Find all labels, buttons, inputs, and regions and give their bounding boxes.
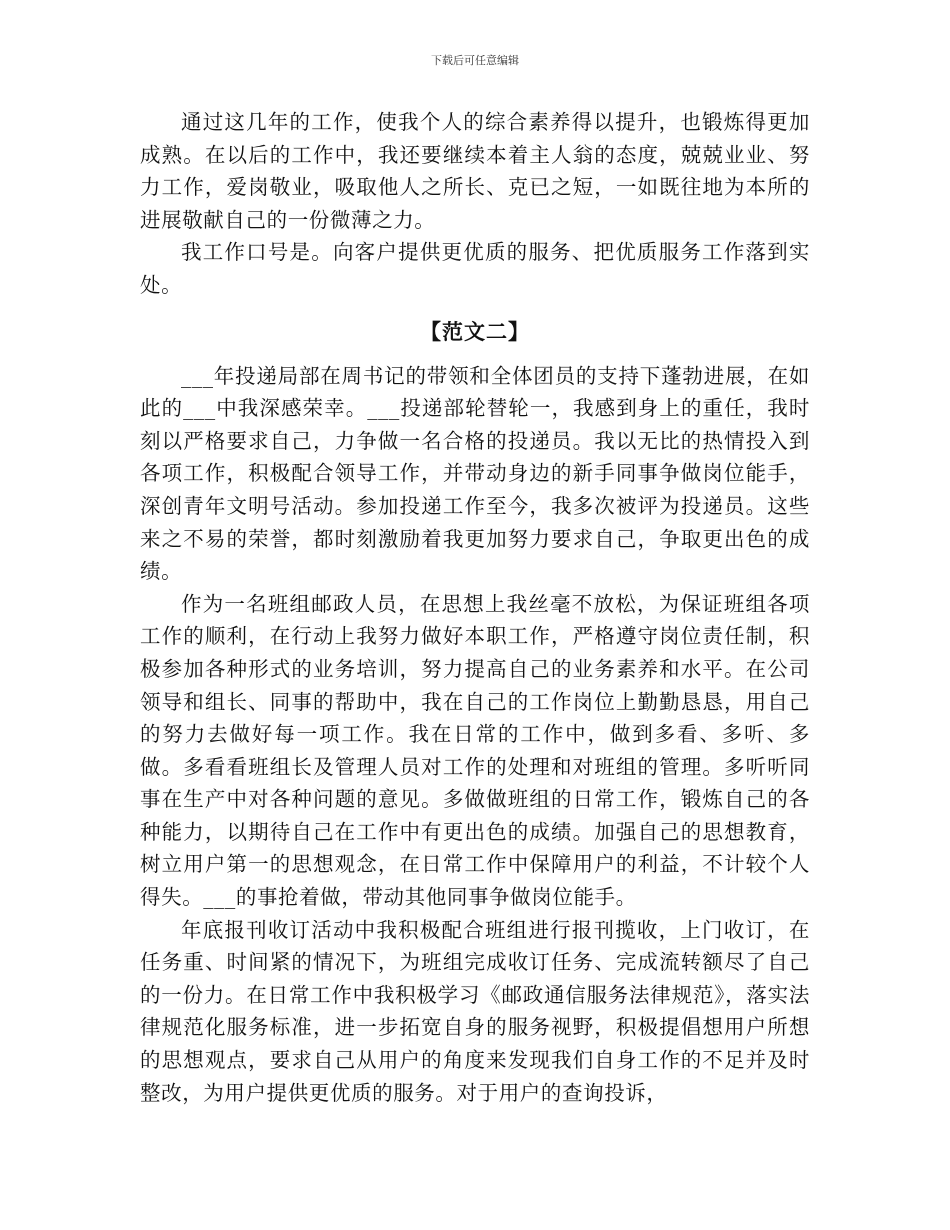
paragraph-4: 作为一名班组邮政人员，在思想上我丝毫不放松，为保证班组各项工作的顺利，在行动上我努力做好本职工作，严格遵守岗位责任制，积极参加各种形式的业务培训，努力提高自己的业务素养和水平。在公司领导和组长、同事的帮助中，我在自己的工作岗位上勤勤恳恳，用自己的努力去做好每一项工作。我在日常的工作中，做到多看、多听、多做。多看看班组长及管理人员对工作的处理和对班组的管理。多听听同事在生产中对各种问题的意见。多做做班组的日常工作，锻炼自己的各种能力，以期待自己在工作中有更出色的成绩。加强自己的思想教育，树立用户第一的思想观念，在日常工作中保障用户的利益，不计较个人得失。___的事抢着做，带动其他同事争做岗位能手。 xyxy=(140,591,810,910)
paragraph-2: 我工作口号是。向客户提供更优质的服务、把优质服务工作落到实处。 xyxy=(140,240,810,297)
document-body xyxy=(140,106,810,1109)
paragraph-1: 通过这几年的工作，使我个人的综合素养得以提升，也锻炼得更加成熟。在以后的工作中，我还要继续本着主人翁的态度，兢兢业业、努力工作，爱岗敬业，吸取他人之所长、克已之短，一如既往地为本所的进展敬献自己的一份微薄之力。 xyxy=(140,110,810,232)
paragraph-5: 年底报刊收订活动中我积极配合班组进行报刊揽收，上门收订，在任务重、时间紧的情况下，为班组完成收订任务、完成流转额尽了自己的一份力。在日常工作中我积极学习《邮政通信服务法律规范》，落实法律规范化服务标准，进一步拓宽自身的服务视野，积极提倡想用户所想的思想观点，要求自己从用户的角度来发现我们自身工作的不足并及时整改，为用户提供更优质的服务。对于用户的查询投诉， xyxy=(140,917,810,1105)
paragraph-3: ___年投递局部在周书记的带领和全体团员的支持下蓬勃进展，在如此的___中我深感荣幸。___投递部轮替轮一，我感到身上的重任，我时刻以严格要求自己，力争做一名合格的投递员。我以无比的热情投入到各项工作，积极配合领导工作，并带动身边的新手同事争做岗位能手，深创青年文明号活动。参加投递工作至今，我多次被评为投递员。这些来之不易的荣誉，都时刻激励着我更加努力要求自己，争取更出色的成绩。 xyxy=(140,363,810,584)
page-header-note: 下载后可任意编辑 xyxy=(431,54,519,67)
section-title: 【范文二】 xyxy=(420,318,530,344)
